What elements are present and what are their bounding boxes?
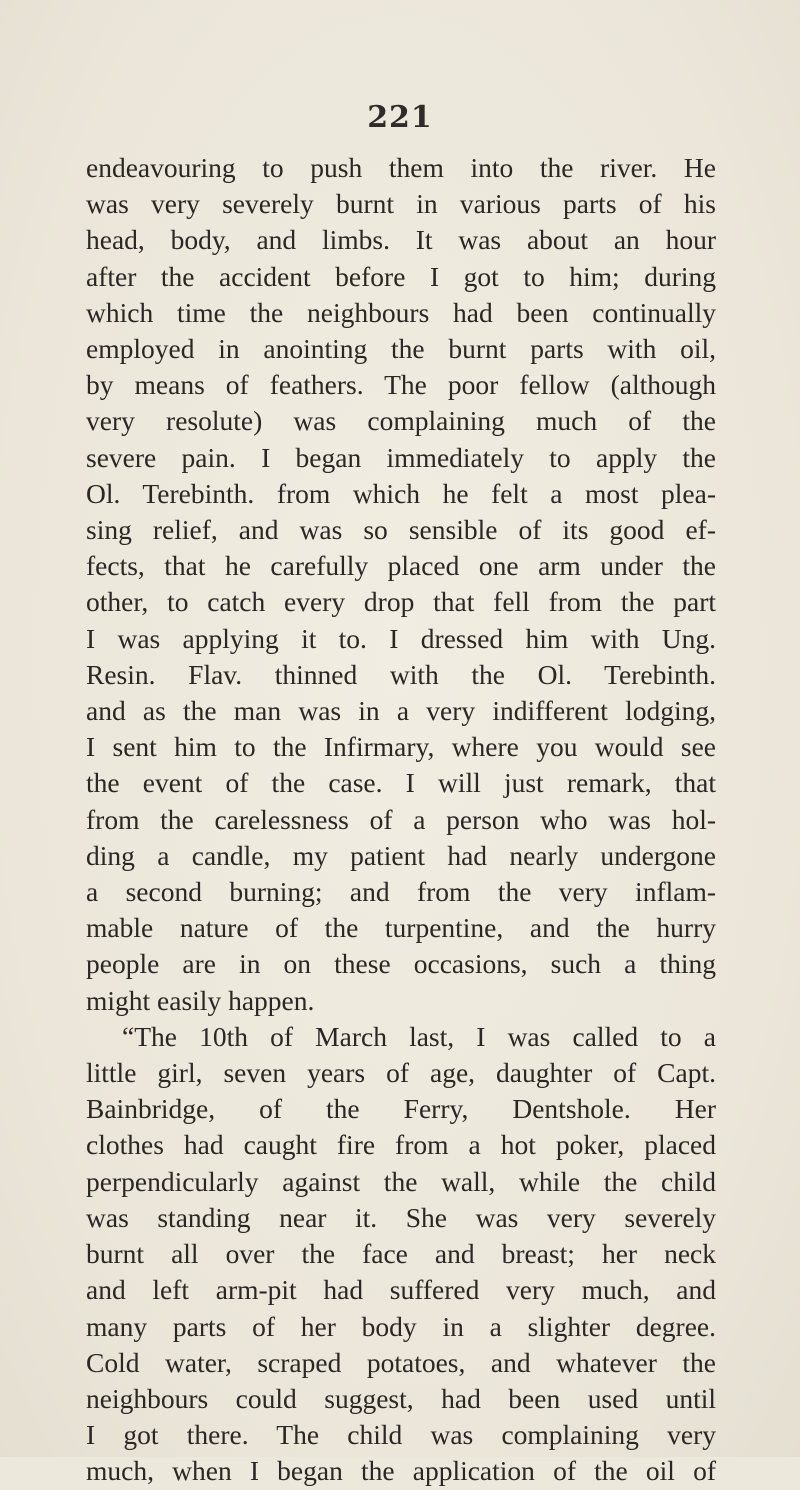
text-line: after the accident before I got to him; during (86, 260, 716, 292)
text-line: and left arm-pit had suffered very much, and (86, 1274, 716, 1306)
text-line: by means of feathers. The poor fellow (although (86, 369, 716, 401)
text-line: employed in anointing the burnt parts with oil, (86, 333, 716, 365)
text-line: the event of the case. I will just remark, that (86, 767, 716, 799)
text-line: fects, that he carefully placed one arm under the (86, 550, 716, 582)
text-line: many parts of her body in a slighter degree. (86, 1310, 716, 1342)
text-line: I was applying it to. I dressed him with Ung. (86, 622, 716, 654)
text-line: I got there. The child was complaining very (86, 1419, 716, 1451)
text-line: perpendicularly against the wall, while the child (86, 1165, 716, 1197)
text-line: was very severely burnt in various parts of his (86, 188, 716, 220)
text-line: ding a candle, my patient had nearly undergone (86, 839, 716, 871)
text-line: people are in on these occasions, such a thing (86, 948, 716, 980)
body-text (86, 150, 716, 1490)
text-line: Cold water, scraped potatoes, and whatever the (86, 1346, 716, 1378)
text-line: other, to catch every drop that fell from the part (86, 586, 716, 618)
text-line: Ol. Terebinth. from which he felt a most plea- (86, 477, 716, 509)
text-line: much, when I began the application of the oil of (86, 1455, 716, 1487)
text-line: sing relief, and was so sensible of its good ef- (86, 514, 716, 546)
text-line: mable nature of the turpentine, and the hurry (86, 912, 716, 944)
text-line: clothes had caught fire from a hot poker, placed (86, 1129, 716, 1161)
text-line: Resin. Flav. thinned with the Ol. Terebinth. (86, 658, 716, 690)
text-line: and as the man was in a very indifferent lodging, (86, 695, 716, 727)
text-line-paragraph-end: might easily happen. (86, 984, 315, 1016)
text-line: a second burning; and from the very inflam- (86, 876, 716, 908)
text-line: head, body, and limbs. It was about an hour (86, 224, 716, 256)
text-line: was standing near it. She was very severely (86, 1201, 716, 1233)
page-number: 221 (367, 100, 433, 135)
text-line: severe pain. I began immediately to apply the (86, 441, 716, 473)
text-line: I sent him to the Infirmary, where you would see (86, 731, 716, 763)
text-line: neighbours could suggest, had been used until (86, 1382, 716, 1414)
text-line: burnt all over the face and breast; her neck (86, 1238, 716, 1270)
text-line: which time the neighbours had been continually (86, 296, 716, 328)
text-line-paragraph-start: “The 10th of March last, I was called to a (122, 1020, 716, 1052)
text-line: from the carelessness of a person who was hol- (86, 803, 716, 835)
text-line: endeavouring to push them into the river. He (86, 152, 716, 183)
text-line: very resolute) was complaining much of the (86, 405, 716, 437)
text-line: Bainbridge, of the Ferry, Dentshole. Her (86, 1093, 716, 1125)
text-line: little girl, seven years of age, daughter of Capt. (86, 1057, 716, 1089)
